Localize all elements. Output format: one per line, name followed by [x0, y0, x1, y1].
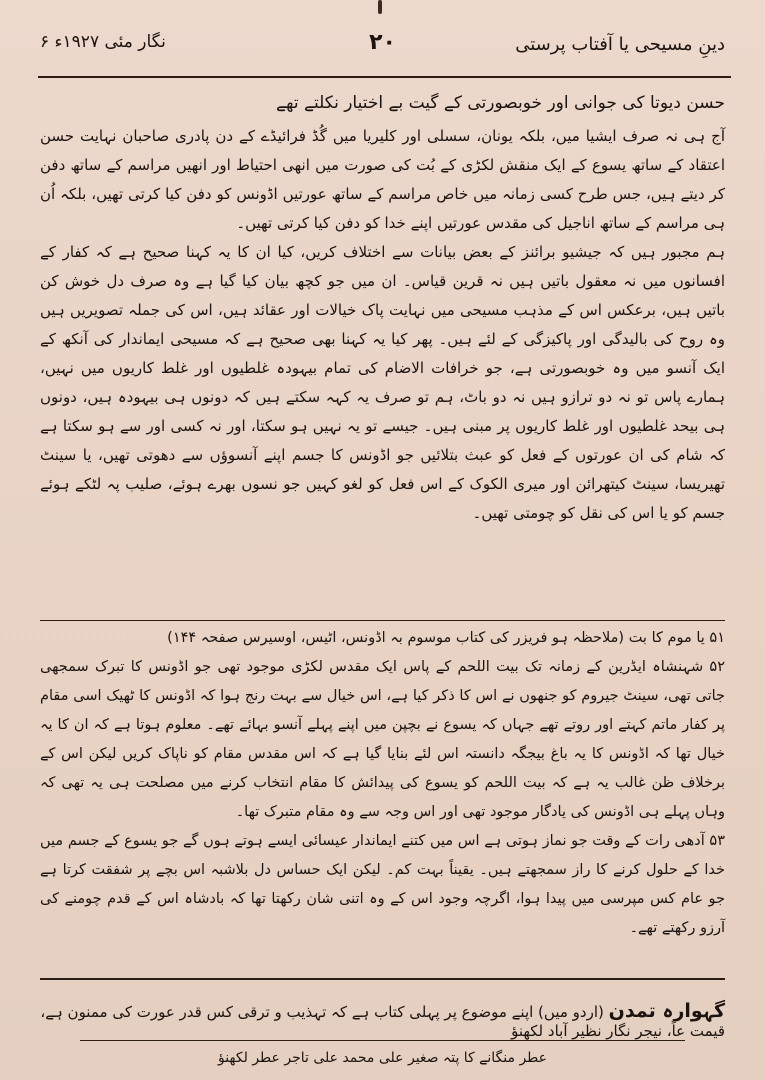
advert-rule	[40, 978, 725, 980]
paragraph: آج ہی نہ صرف ایشیا میں، بلکہ یونان، سسلی اور کلیریا میں گُڈ فرائیڈے کے دن پادری صاحبان نہایت حسن اعتقاد کے ساتھ یسوع کے ایک منقش لکڑی کے بُت کی صورت میں انھی احتیاط اور انھیں مراسم کے ساتھ دفن کر دیتے ہیں، جس طرح کسی زمانہ میں خاص مراسم کے ساتھ عورتیں اڈونس کو دفن کیا کرتی تھیں، بلکہ اُن ہی مراسم کے ساتھ اناجیل کی مقدس عورتیں اپنے خدا کو دفن کیا کرتی تھیں۔	[40, 127, 725, 232]
advert-text: (اردو میں) اپنے موضوع پر پہلی کتاب ہے کہ تہذیب و ترقی کس قدر عورت کی ممنون ہے، قیمت عاً، نیجر نگار نظیر آباد لکھنؤ	[40, 1003, 725, 1040]
binding-hole-mark	[378, 0, 382, 14]
footnote: ۵۲ شہنشاہ ایڈرین کے زمانہ تک بیت اللحم کے پاس ایک مقدس لکڑی موجود تھی جو اڈونس کا تبرک سمجھی جاتی تھی، سینٹ جیروم کو جنھوں نے اس کا ذکر کیا ہے، اس خیال سے بہت رنج ہوا کہ اڈونس کا ٹھیک اسی مقام پر کفار ماتم کہتے اور روتے تھے جہاں کہ یسوع نے بچپن میں اپنے پہلے آنسو بہائے تھے۔ معلوم ہوتا ہے کہ ان کا یہ خیال تھا کہ اڈونس کا یہ باغ بیجگہ دانستہ اس لئے بنایا گیا ہے کہ اس مقدس مقام کو ناپاک کریں لیکن اس کے برخلاف ظن غالب یہ ہے کہ بیت اللحم کو یسوع کی پیدائش کا مقام انتخاب کرنے میں مصلحت ہی یہ تھی کہ وہاں پہلے ہی اڈونس کی یادگار موجود تھی اور اس وجہ سے وہ مقام متبرک تھا۔	[40, 659, 725, 820]
main-text	[40, 122, 725, 528]
advertisement	[40, 1000, 725, 1040]
header-rule	[38, 76, 731, 78]
running-header	[40, 28, 725, 68]
paragraph: ہم مجبور ہیں کہ جیشیو برائنز کے بعض بیانات سے اختلاف کریں، کیا ان کا یہ کہنا صحیح ہے کہ کفار کے افسانوں میں نہ معقول باتیں ہیں نہ قرین قیاس۔ ان میں جو کچھ بیان کیا گیا ہے وہ صرف دل خوش کن باتیں ہیں، برعکس اس کے مذہب مسیحی میں نہایت پاک خیالات اور عقائد ہیں، اس کی جملہ تصویریں ہیں وہ روح کی بالیدگی اور پاکیزگی کے لئے ہیں۔ پھر کیا یہ کہنا بھی صحیح ہے کہ مسیحی ایماندار کی آنکھ کے ایک آنسو میں وہ خوبصورتی ہے، جو خرافات الاضام کی تمام بیہودہ غلطیوں اور غلط کاریوں میں نہیں، ہمارے پاس تو نہ دو ترازو ہیں نہ دو باٹ، ہم تو صرف یہ کہہ سکتے ہیں کہ دونوں ہی بیہودہ ہیں، دونوں ہی بیحد غلطیوں اور غلط کاریوں پر مبنی ہیں۔ جیسے تو یہ نہیں ہو سکتا، اور نہ کسی اور سے ہو سکتا ہے کہ شام کی ان عورتوں کے فعل کو عبث بتلائیں جو اڈونس کا جسم اپنے آنسوؤں سے دھوتی تھیں، یا سینٹ تھیریسا، سینٹ کیتھرائن اور میری الکوک کے اس فعل کو لغو کہیں جو نسوں بھرے ہوئے، صلیب پہ لٹکے ہوئے جسم کو یا اس کی نقل کو چومتی تھیں۔	[40, 243, 725, 522]
opening-line: حسن دیوتا کی جوانی اور خوبصورتی کے گیت بے اختیار نکلتے تھے	[276, 93, 725, 113]
imprint-rule	[80, 1040, 685, 1041]
page-number: ۲۰	[369, 30, 396, 55]
header-issue-date: نگار مئی ۱۹۲۷ء ۶	[40, 32, 166, 52]
footnotes	[40, 624, 725, 943]
imprint-line: عطر منگانے کا پتہ صغیر علی محمد علی تاجر عطر لکھنؤ	[217, 1050, 548, 1066]
footnote: ۵۳ آدھی رات کے وقت جو نماز ہوتی ہے اس میں کتنے ایماندار عیسائی ایسے ہوتے ہوں گے جو یسوع کے جسم میں خدا کے حلول کرنے کا راز سمجھتے ہیں۔ یقیناً بہت کم۔ لیکن ایک حساس دل بلاشبہ اس بچے پر شفقت کرتا ہے جو عام کس مپرسی میں پیدا ہوا، اگرچہ وجود اس کے وہ اتنی شان رکھتا تھا کہ بادشاہ اس کے قدم چومنے کی آرزو رکھتے تھے۔	[40, 833, 725, 936]
header-article-title: دینِ مسیحی یا آفتاب پرستی	[515, 34, 725, 55]
footnote: ۵۱ یا موم کا بت (ملاحظہ ہو فریزر کی کتاب موسوم بہ اڈونس، اٹیس، اوسیرس صفحہ ۱۴۴)	[167, 630, 725, 646]
advert-title: گہوارہ تمدن	[608, 1000, 725, 1022]
footnote-rule	[40, 620, 725, 621]
